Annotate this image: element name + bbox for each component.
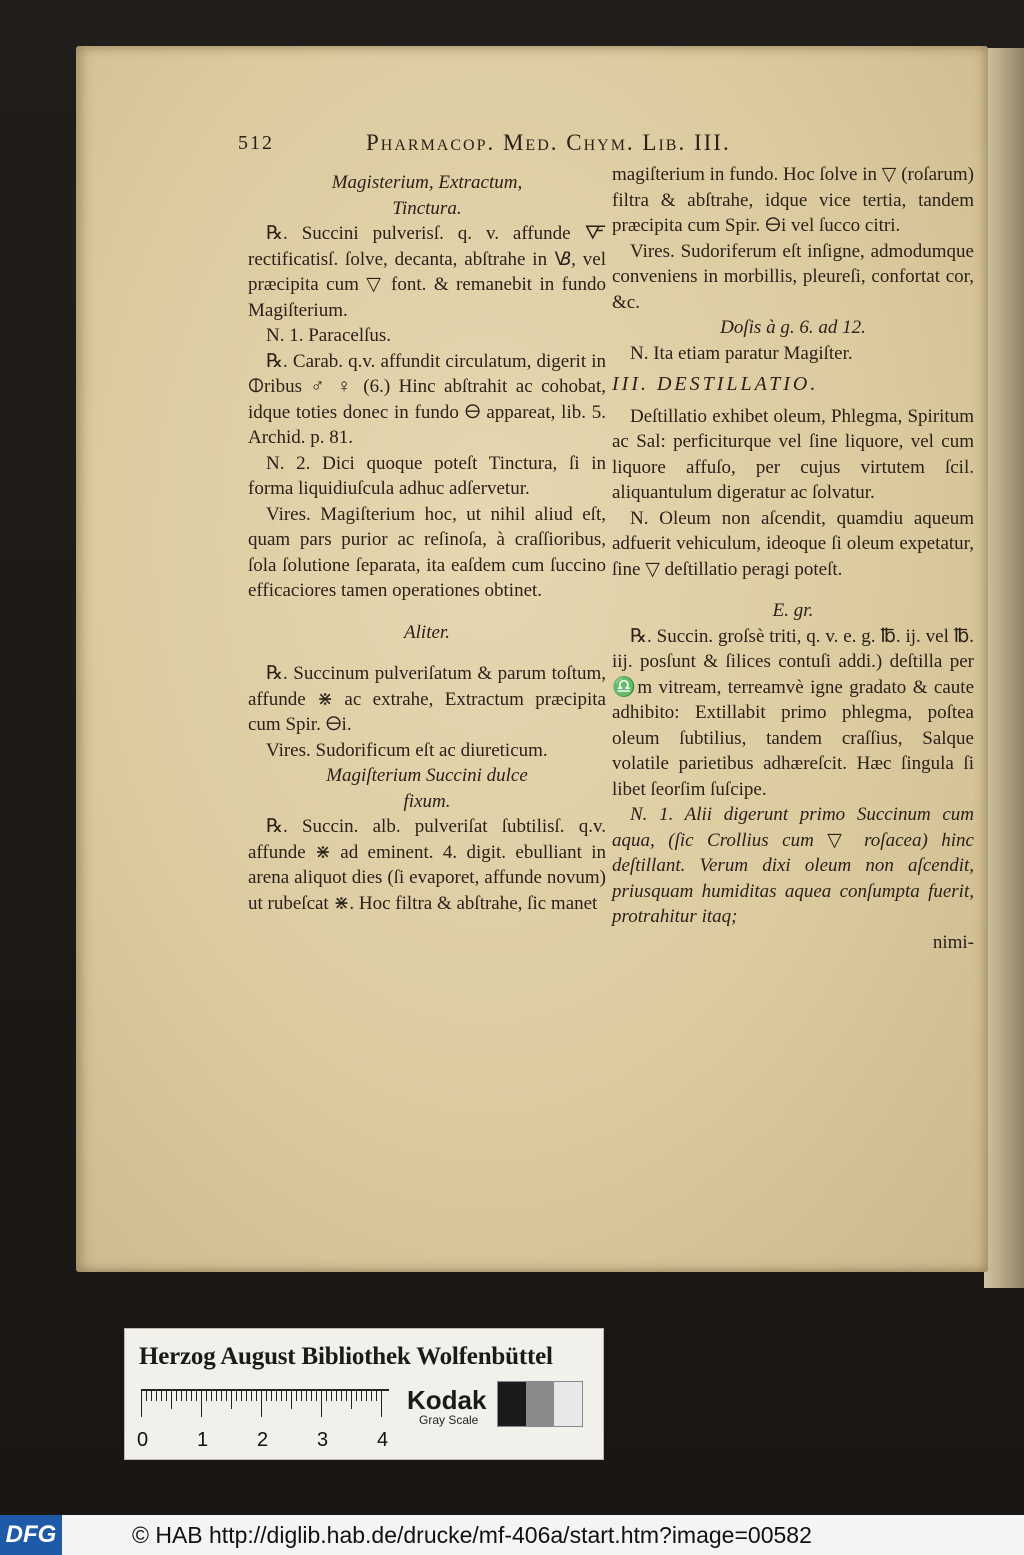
ruler-tick <box>251 1389 252 1401</box>
gray-patch <box>554 1382 582 1426</box>
ruler-tick <box>281 1389 282 1401</box>
gray-patch <box>498 1382 526 1426</box>
ruler-tick <box>266 1389 267 1401</box>
ruler-number: 0 <box>137 1429 149 1451</box>
ruler-tick <box>146 1389 147 1401</box>
ruler-tick <box>206 1389 207 1401</box>
running-head: Pharmacop. Med. Chym. Lib. III. <box>366 130 731 155</box>
scale-ruler <box>137 1389 389 1451</box>
ruler-tick <box>301 1389 302 1401</box>
right-paragraph: Doſis à g. 6. ad 12. <box>720 317 866 338</box>
ruler-tick <box>246 1389 247 1401</box>
gray-patches <box>497 1381 583 1427</box>
left-text-column <box>248 170 606 916</box>
right-text-column <box>612 162 974 955</box>
ruler-tick <box>286 1389 287 1401</box>
ruler-tick <box>156 1389 157 1401</box>
right-paragraph: N. 1. Alii digerunt primo Succinum cum aqua, (ſic Crollius cum ▽ roſacea) hinc deſtillant. Verum dixi oleum non aſcendit, priusquam humiditas aquea conſumpta fuerit, protrahitur itaq; <box>612 804 974 927</box>
ruler-tick <box>221 1389 222 1401</box>
right-paragraph: N. Oleum non aſcendit, quamdiu aqueum adfuerit vehiculum, ideoque ſi oleum expetatur, ſine ▽ deſtillatio peragi poteſt. <box>612 507 974 580</box>
dfg-logo: DFG <box>0 1515 62 1555</box>
page-header <box>238 130 838 166</box>
ruler-number: 3 <box>317 1429 329 1451</box>
right-paragraph: III. DESTILLATIO. <box>612 373 819 395</box>
ruler-tick <box>151 1389 152 1401</box>
left-paragraph: ℞. Succinum pulveriſatum & parum toſtum, affunde ⋇ ac extrahe, Extractum præcipita cum Spir. 🜔i. <box>248 663 606 735</box>
ruler-tick <box>306 1389 307 1401</box>
ruler-tick <box>196 1389 197 1401</box>
right-paragraph: magiſterium in fundo. Hoc ſolve in ▽ (roſarum) filtra & abſtrahe, idque vice tertia, tandem præcipita cum Spir. 🜔i vel ſucco citri. <box>612 164 974 236</box>
page-number: 512 <box>238 132 274 154</box>
ruler-tick <box>311 1389 312 1401</box>
left-paragraph: Vires. Magiſterium hoc, ut nihil aliud eſt, quam pars purior ac reſinoſa, à craſſioribus, ſola ſolutione ſeparata, ita eaſdem cum ſuccino efficaciores tamen operationes obtinet. <box>248 503 606 601</box>
kodak-logo: Kodak <box>407 1385 487 1415</box>
right-paragraph: Vires. Sudoriferum eſt inſigne, admodumque conveniens in morbillis, pleureſi, confortat cor, &c. <box>612 240 974 313</box>
ruler-tick <box>191 1389 192 1401</box>
ruler-tick <box>366 1389 367 1401</box>
ruler-tick <box>351 1389 352 1409</box>
ruler-tick <box>241 1389 242 1401</box>
footer-credit-link[interactable]: © HAB http://diglib.hab.de/drucke/mf-406a/start.htm?image=00582 <box>132 1522 812 1548</box>
left-paragraph: ℞. Succini pulverisſ. q. v. affunde 🜅 rectificatisſ. ſolve, decanta, abſtrahe in 🝬, vel præcipita cum ▽ font. & remanebit in fundo Magiſterium. <box>248 223 606 321</box>
ruler-tick <box>186 1389 187 1401</box>
left-paragraph: ℞. Succin. alb. pulveriſat ſubtilisſ. q.v. affunde ⋇ ad eminent. 4. digit. ebulliant in arena aliquot dies (ſi evaporet, affunde novum) ut rubeſcat ⋇. Hoc filtra & abſtrahe, ſic manet <box>248 816 606 914</box>
ruler-tick <box>181 1389 182 1401</box>
ruler-tick <box>166 1389 167 1401</box>
ruler-tick <box>346 1389 347 1401</box>
left-paragraph: ℞. Carab. q.v. affundit circulatum, digerit in 🜕ribus ♂ ♀ (6.) Hinc abſtrahit ac cohobat, idque toties donec in fundo 🜔 appareat, lib. 5. Archid. p. 81. <box>248 350 606 448</box>
ruler-tick <box>356 1389 357 1401</box>
right-paragraph: ℞. Succin. groſsè triti, q. v. e. g. ℔. ij. vel ℔. iij. posſunt & ſilices contuſi addi.) deſtilla per ♎m vitream, terreamvè igne gradato & caute adhibito: Extillabit primo phlegma, poſtea oleum ſubtilius, tandem craſſius, Salque volatile parietibus adhæreſcit. Hæc ſingula ſi libet ſeorſim ſuſcipe. <box>612 625 974 800</box>
ruler-tick <box>161 1389 162 1401</box>
ruler-tick <box>336 1389 337 1401</box>
ruler-tick <box>276 1389 277 1401</box>
left-paragraph: Vires. Sudorificum eſt ac diureticum. <box>266 739 548 761</box>
color-target-card <box>124 1328 604 1460</box>
next-page-edge <box>984 48 1024 1288</box>
left-paragraph: N. 2. Dici quoque poteſt Tinctura, ſi in forma liquidiuſcula adhuc adſervetur. <box>248 452 606 499</box>
ruler-number: 4 <box>377 1429 389 1451</box>
right-paragraph: N. Ita etiam paratur Magiſter. <box>630 342 853 364</box>
gray-patch <box>526 1382 554 1426</box>
left-paragraph: Aliter. <box>404 621 450 643</box>
ruler-tick <box>271 1389 272 1401</box>
ruler-number: 1 <box>197 1429 209 1451</box>
left-paragraph: fixum. <box>403 790 451 812</box>
library-name: Herzog August Bibliothek Wolfenbüttel <box>139 1343 553 1370</box>
ruler-tick <box>331 1389 332 1401</box>
ruler-tick <box>236 1389 237 1401</box>
gray-scale-label: Gray Scale <box>419 1413 479 1427</box>
ruler-tick <box>316 1389 317 1401</box>
left-paragraph: Tinctura. <box>392 197 462 219</box>
ruler-tick <box>291 1389 292 1409</box>
ruler-tick <box>296 1389 297 1401</box>
ruler-tick <box>321 1389 322 1417</box>
ruler-tick <box>341 1389 342 1401</box>
ruler-tick <box>256 1389 257 1401</box>
ruler-tick <box>376 1389 377 1401</box>
ruler-tick <box>201 1389 202 1417</box>
ruler-tick <box>171 1389 172 1409</box>
ruler-tick <box>176 1389 177 1401</box>
ruler-tick <box>381 1389 382 1417</box>
ruler-tick <box>371 1389 372 1401</box>
ruler-tick <box>326 1389 327 1401</box>
ruler-tick <box>361 1389 362 1401</box>
left-paragraph: N. 1. Paracelſus. <box>266 325 392 346</box>
left-paragraph: Magisterium, Extractum, <box>331 172 523 193</box>
ruler-tick <box>141 1389 142 1417</box>
ruler-tick <box>211 1389 212 1401</box>
ruler-tick <box>261 1389 262 1417</box>
ruler-number: 2 <box>257 1429 269 1451</box>
right-paragraph: E. gr. <box>772 600 814 621</box>
left-paragraph: Magiſterium Succini dulce <box>326 765 528 786</box>
right-paragraph: nimi- <box>932 931 974 953</box>
right-paragraph: Deſtillatio exhibet oleum, Phlegma, Spiritum ac Sal: perficiturque vel ſine liquore, vel cum liquore affuſo, per cujus virtutem ſcil. aliquantulum digeratur ac ſolvatur. <box>612 405 974 503</box>
ruler-tick <box>216 1389 217 1401</box>
ruler-tick <box>231 1389 232 1409</box>
ruler-tick <box>226 1389 227 1401</box>
